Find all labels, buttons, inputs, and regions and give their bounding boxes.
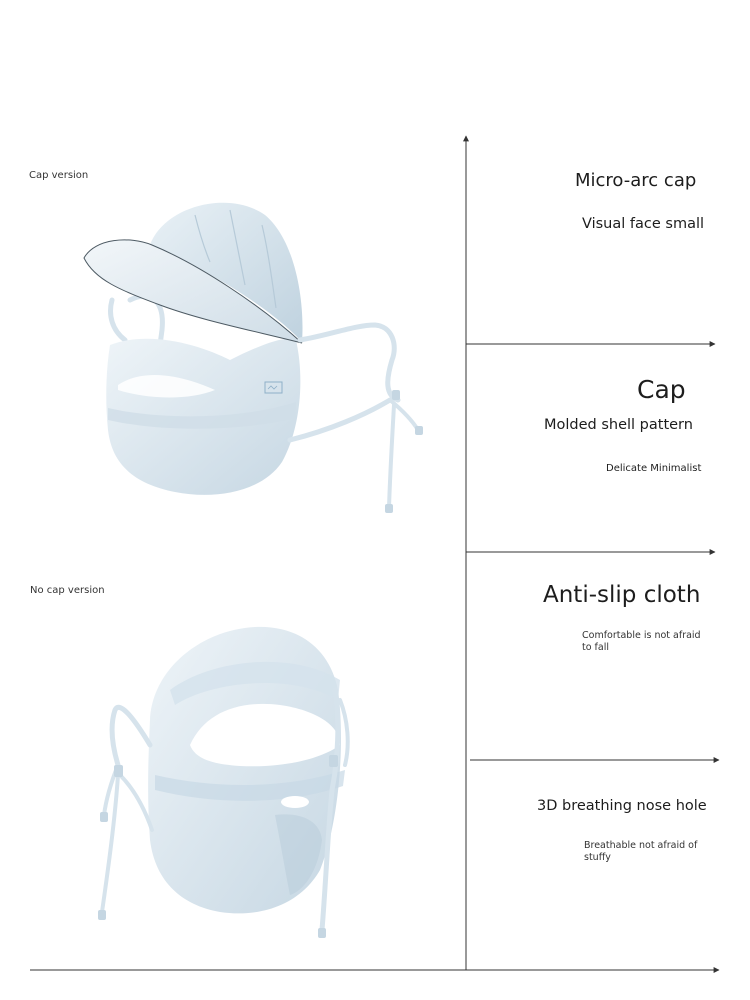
- no-cap-version-label: No cap version: [30, 585, 105, 596]
- feature-title-breathing-nose-hole: 3D breathing nose hole: [537, 798, 707, 814]
- feature-subtitle-visual-face-small: Visual face small: [582, 216, 705, 232]
- feature-note-delicate-minimalist: Delicate Minimalist: [606, 463, 702, 474]
- feature-title-micro-arc-cap: Micro-arc cap: [575, 170, 697, 191]
- feature-title-anti-slip-cloth: Anti-slip cloth: [543, 582, 701, 608]
- feature-note-breathable: Breathable not afraid of stuffy: [584, 840, 698, 863]
- feature-title-cap: Cap: [637, 375, 686, 404]
- cap-version-mask-image: [84, 203, 423, 513]
- no-cap-version-mask-image: [98, 627, 348, 938]
- cap-version-label: Cap version: [29, 170, 89, 181]
- feature-subtitle-molded-shell: Molded shell pattern: [544, 417, 693, 433]
- feature-note-comfortable: Comfortable is not afraid to fall: [582, 630, 701, 653]
